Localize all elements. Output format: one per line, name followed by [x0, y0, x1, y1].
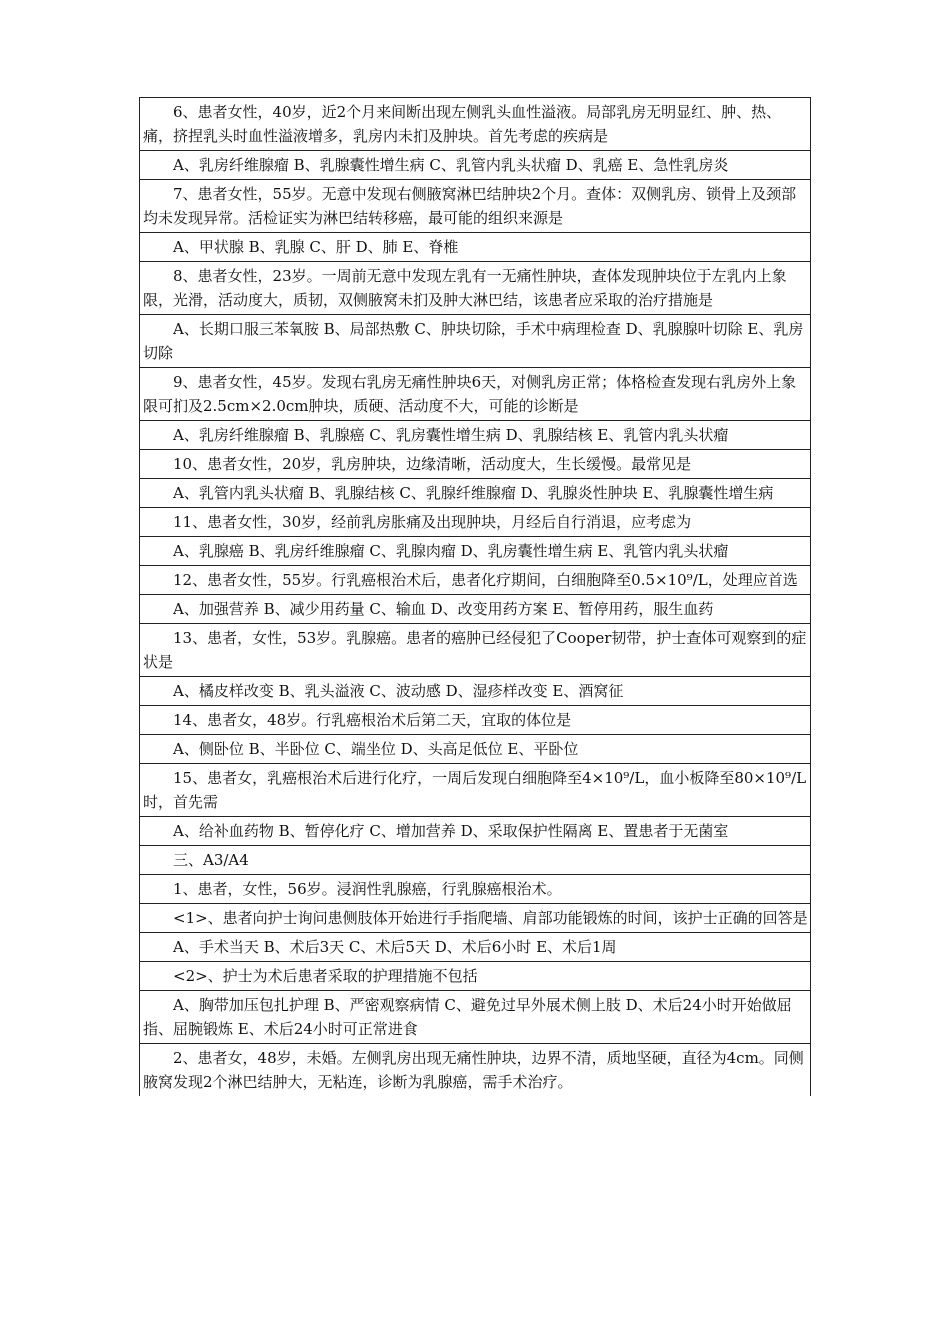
question-row: 10、患者女性，20岁，乳房肿块，边缘清晰，活动度大，生长缓慢。最常见是: [140, 450, 811, 479]
options-row: A、乳腺癌 B、乳房纤维腺瘤 C、乳腺肉瘤 D、乳房囊性增生病 E、乳管内乳头状瘤: [140, 537, 811, 566]
sub-question-row: <1>、患者向护士询问患侧肢体开始进行手指爬墙、肩部功能锻炼的时间，该护士正确的回答是: [140, 904, 811, 933]
options-row: A、侧卧位 B、半卧位 C、端坐位 D、头高足低位 E、平卧位: [140, 735, 811, 764]
sub-question-row: <2>、护士为术后患者采取的护理措施不包括: [140, 962, 811, 991]
options-row: A、乳管内乳头状瘤 B、乳腺结核 C、乳腺纤维腺瘤 D、乳腺炎性肿块 E、乳腺囊性增生病: [140, 479, 811, 508]
options-row: A、加强营养 B、减少用药量 C、输血 D、改变用药方案 E、暂停用药，服生血药: [140, 595, 811, 624]
options-row: A、甲状腺 B、乳腺 C、肝 D、肺 E、脊椎: [140, 233, 811, 262]
question-row: 11、患者女性，30岁，经前乳房胀痛及出现肿块，月经后自行消退，应考虑为: [140, 508, 811, 537]
options-row: A、乳房纤维腺瘤 B、乳腺囊性增生病 C、乳管内乳头状瘤 D、乳癌 E、急性乳房炎: [140, 151, 811, 180]
options-row: A、橘皮样改变 B、乳头溢液 C、波动感 D、湿疹样改变 E、酒窝征: [140, 677, 811, 706]
question-row: 15、患者女，乳癌根治术后进行化疗，一周后发现白细胞降至4×10⁹/L，血小板降至80×10⁹/L时，首先需: [140, 764, 811, 817]
question-row: 14、患者女，48岁。行乳癌根治术后第二天，宜取的体位是: [140, 706, 811, 735]
question-row: 6、患者女性，40岁，近2个月来间断出现左侧乳头血性溢液。局部乳房无明显红、肿、热、痛，挤捏乳头时血性溢液增多，乳房内未扪及肿块。首先考虑的疾病是: [140, 98, 811, 151]
question-row: 8、患者女性，23岁。一周前无意中发现左乳有一无痛性肿块，查体发现肿块位于左乳内上象限，光滑，活动度大，质韧，双侧腋窝未扪及肿大淋巴结，该患者应采取的治疗措施是: [140, 262, 811, 315]
options-row: A、给补血药物 B、暂停化疗 C、增加营养 D、采取保护性隔离 E、置患者于无菌室: [140, 817, 811, 846]
options-row: A、长期口服三苯氧胺 B、局部热敷 C、肿块切除，手术中病理检查 D、乳腺腺叶切除 E、乳房切除: [140, 315, 811, 368]
section-heading: 三、A3/A4: [140, 846, 811, 875]
question-row: 7、患者女性，55岁。无意中发现右侧腋窝淋巴结肿块2个月。查体：双侧乳房、锁骨上及颈部均未发现异常。活检证实为淋巴结转移癌，最可能的组织来源是: [140, 180, 811, 233]
question-table: [139, 97, 811, 1096]
case-stem-row: 1、患者，女性，56岁。浸润性乳腺癌，行乳腺癌根治术。: [140, 875, 811, 904]
options-row: A、胸带加压包扎护理 B、严密观察病情 C、避免过早外展术侧上肢 D、术后24小时开始做屈指、屈腕锻炼 E、术后24小时可正常进食: [140, 991, 811, 1044]
question-row: 12、患者女性，55岁。行乳癌根治术后，患者化疗期间，白细胞降至0.5×10⁹/L，处理应首选: [140, 566, 811, 595]
question-row: 13、患者，女性，53岁。乳腺癌。患者的癌肿已经侵犯了Cooper韧带，护士查体可观察到的症状是: [140, 624, 811, 677]
options-row: A、乳房纤维腺瘤 B、乳腺癌 C、乳房囊性增生病 D、乳腺结核 E、乳管内乳头状瘤: [140, 421, 811, 450]
question-row: 9、患者女性，45岁。发现右乳房无痛性肿块6天，对侧乳房正常；体格检查发现右乳房外上象限可扪及2.5cm×2.0cm肿块，质硬、活动度不大，可能的诊断是: [140, 368, 811, 421]
options-row: A、手术当天 B、术后3天 C、术后5天 D、术后6小时 E、术后1周: [140, 933, 811, 962]
case-stem-row: 2、患者女，48岁，未婚。左侧乳房出现无痛性肿块，边界不清，质地坚硬，直径为4cm。同侧腋窝发现2个淋巴结肿大，无粘连，诊断为乳腺癌，需手术治疗。: [140, 1044, 811, 1097]
